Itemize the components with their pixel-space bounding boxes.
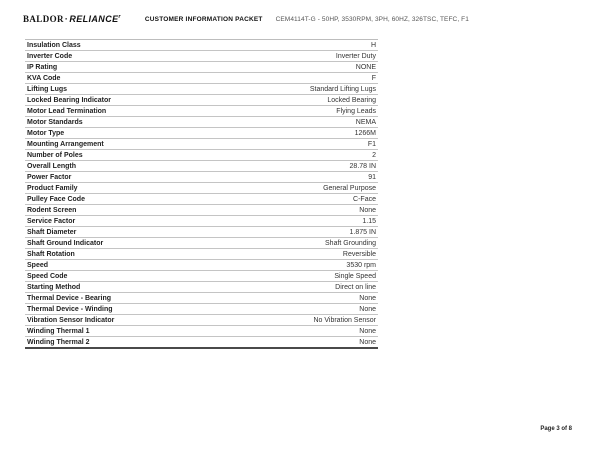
logo-trademark-mark: r [118, 14, 121, 20]
row-label: Shaft Ground Indicator [27, 239, 104, 247]
table-row [25, 172, 378, 183]
table-row [25, 271, 378, 282]
row-value: 1.875 IN [349, 228, 376, 236]
table-row [25, 282, 378, 293]
row-value: None [359, 338, 376, 346]
table-row [25, 73, 378, 84]
row-value: General Purpose [323, 184, 376, 192]
page-header [23, 12, 580, 26]
table-row [25, 337, 378, 349]
row-value: Single Speed [334, 272, 376, 280]
table-row [25, 150, 378, 161]
table-row [25, 238, 378, 249]
row-label: Insulation Class [27, 41, 81, 49]
row-label: KVA Code [27, 74, 61, 82]
table-row [25, 161, 378, 172]
row-label: Starting Method [27, 283, 81, 291]
row-value: None [359, 327, 376, 335]
row-value: None [359, 305, 376, 313]
table-row [25, 117, 378, 128]
row-value: Locked Bearing [327, 96, 376, 104]
logo-separator: · [64, 14, 69, 24]
row-value: F [371, 74, 376, 82]
table-row [25, 62, 378, 73]
row-value: NEMA [355, 118, 376, 126]
table-row [25, 128, 378, 139]
row-value: 2 [372, 151, 376, 159]
row-label: Motor Lead Termination [27, 107, 107, 115]
row-label: Shaft Rotation [27, 250, 75, 258]
table-row [25, 51, 378, 62]
baldor-reliance-logo [23, 14, 121, 24]
row-label: Shaft Diameter [27, 228, 77, 236]
row-label: Service Factor [27, 217, 76, 225]
row-label: Rodent Screen [27, 206, 77, 214]
row-label: Winding Thermal 1 [27, 327, 90, 335]
row-label: Locked Bearing Indicator [27, 96, 112, 104]
row-value: None [359, 294, 376, 302]
page-number: Page 3 of 8 [540, 426, 572, 432]
table-row [25, 205, 378, 216]
row-label: Motor Standards [27, 118, 83, 126]
document-title: CUSTOMER INFORMATION PACKET [144, 15, 263, 23]
row-label: Motor Type [27, 129, 65, 137]
row-label: IP Rating [27, 63, 58, 71]
table-row [25, 106, 378, 117]
row-value: 1266M [354, 129, 376, 137]
row-label: Power Factor [27, 173, 72, 181]
table-row [25, 227, 378, 238]
motor-spec-summary: CEM4114T-G - 50HP, 3530RPM, 3PH, 60HZ, 326TSC, TEFC, F1 [275, 15, 469, 23]
table-row [25, 216, 378, 227]
row-value: H [370, 41, 376, 49]
row-label: Thermal Device - Winding [27, 305, 113, 313]
row-value: Direct on line [335, 283, 376, 291]
row-label: Winding Thermal 2 [27, 338, 90, 346]
spec-table [25, 39, 378, 349]
row-value: Flying Leads [336, 107, 376, 115]
row-label: Thermal Device - Bearing [27, 294, 112, 302]
table-row [25, 139, 378, 150]
table-row [25, 326, 378, 337]
row-label: Lifting Lugs [27, 85, 68, 93]
table-row [25, 40, 378, 51]
logo-baldor-text: BALDOR [23, 14, 64, 24]
row-value: Shaft Grounding [325, 239, 376, 247]
row-value: Reversible [342, 250, 376, 258]
row-value: No Vibration Sensor [313, 316, 376, 324]
row-value: 28.78 IN [349, 162, 376, 170]
row-value: 3530 rpm [346, 261, 376, 269]
table-row [25, 194, 378, 205]
table-row [25, 84, 378, 95]
row-value: C-Face [353, 195, 376, 203]
row-label: Number of Poles [27, 151, 83, 159]
table-row [25, 95, 378, 106]
row-label: Overall Length [27, 162, 77, 170]
row-value: NONE [355, 63, 376, 71]
row-label: Inverter Code [27, 52, 73, 60]
row-label: Speed Code [27, 272, 68, 280]
table-row [25, 183, 378, 194]
row-value: 91 [368, 173, 376, 181]
row-label: Speed [27, 261, 49, 269]
table-row [25, 304, 378, 315]
row-value: F1 [367, 140, 376, 148]
table-row [25, 293, 378, 304]
row-value: Standard Lifting Lugs [309, 85, 376, 93]
row-value: None [359, 206, 376, 214]
row-label: Pulley Face Code [27, 195, 85, 203]
table-row [25, 249, 378, 260]
row-value: Inverter Duty [335, 52, 376, 60]
row-label: Product Family [27, 184, 78, 192]
row-value: 1.15 [362, 217, 376, 225]
table-row [25, 260, 378, 271]
row-label: Vibration Sensor Indicator [27, 316, 115, 324]
logo-reliance-text: RELIANCE [69, 14, 119, 24]
row-label: Mounting Arrangement [27, 140, 104, 148]
table-row [25, 315, 378, 326]
